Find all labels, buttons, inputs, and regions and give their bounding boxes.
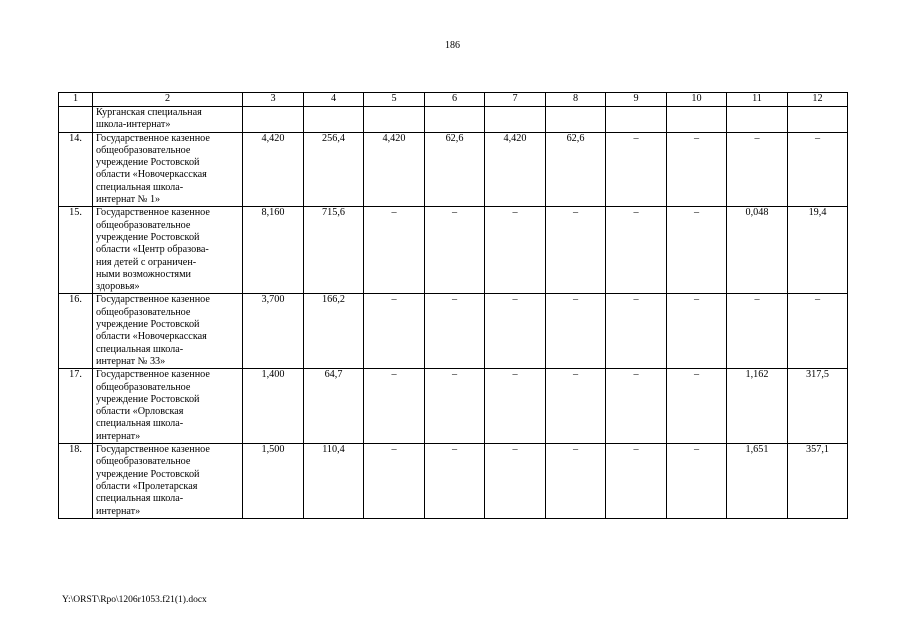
institution-name-line: школа-интернат» — [96, 119, 171, 131]
value-cell-col-8: – — [546, 294, 606, 369]
value-cell-col-6: – — [425, 294, 485, 369]
institution-name-line: общеобразовательное — [96, 219, 191, 231]
value-cell-col-5: – — [364, 444, 425, 519]
value-cell-col-10: – — [667, 132, 727, 207]
value-cell-col-12 — [788, 107, 848, 133]
institution-name-line: специальная школа- — [96, 181, 184, 193]
value-cell-col-6: – — [425, 444, 485, 519]
institution-name-line: Курганская специальная — [96, 107, 202, 118]
row-number: 14. — [59, 132, 93, 207]
value-cell-col-5: 4,420 — [364, 132, 425, 207]
institution-name-line: Государственное казенное — [96, 207, 210, 219]
column-header: 3 — [243, 93, 304, 107]
row-number: 18. — [59, 444, 93, 519]
value-cell-col-8: 62,6 — [546, 132, 606, 207]
institution-name-line: области «Пролетарская — [96, 480, 198, 492]
value-cell-col-8: – — [546, 207, 606, 294]
institution-name-line: учреждение Ростовской — [96, 468, 200, 480]
institution-name-line: учреждение Ростовской — [96, 393, 200, 405]
page-number: 186 — [445, 40, 460, 51]
institution-name-line: учреждение Ростовской — [96, 319, 200, 331]
value-cell-col-5: – — [364, 294, 425, 369]
table-row — [59, 294, 848, 369]
value-cell-col-6: – — [425, 207, 485, 294]
value-cell-col-7: – — [485, 207, 546, 294]
institution-name-line: общеобразовательное — [96, 306, 191, 318]
value-cell-col-9: – — [606, 369, 667, 444]
value-cell-col-9: – — [606, 444, 667, 519]
table-row — [59, 369, 848, 444]
value-cell-col-3: 8,160 — [243, 207, 304, 294]
institution-name-line: ния детей с ограничен- — [96, 256, 197, 268]
institution-name-line: области «Орловская — [96, 406, 184, 418]
institution-name-line: общеобразовательное — [96, 456, 191, 468]
institution-name-line: интернат» — [96, 505, 141, 517]
value-cell-col-12: 19,4 — [788, 207, 848, 294]
value-cell-col-6: – — [425, 369, 485, 444]
value-cell-col-3: 1,500 — [243, 444, 304, 519]
institution-name — [93, 207, 243, 294]
institution-name — [93, 132, 243, 207]
institution-name-line: интернат» — [96, 430, 141, 442]
column-header: 9 — [606, 93, 667, 107]
value-cell-col-9: – — [606, 132, 667, 207]
column-header: 4 — [304, 93, 364, 107]
value-cell-col-12: 357,1 — [788, 444, 848, 519]
value-cell-col-3 — [243, 107, 304, 133]
column-header: 1 — [59, 93, 93, 107]
value-cell-col-9: – — [606, 294, 667, 369]
column-header: 8 — [546, 93, 606, 107]
value-cell-col-4: 166,2 — [304, 294, 364, 369]
value-cell-col-8: – — [546, 369, 606, 444]
institution-name-line: интернат № 1» — [96, 194, 161, 206]
value-cell-col-10: – — [667, 294, 727, 369]
value-cell-col-4: 256,4 — [304, 132, 364, 207]
data-table — [58, 92, 848, 519]
institution-name-line: учреждение Ростовской — [96, 231, 200, 243]
table-body — [59, 107, 848, 519]
institution-name-line: специальная школа- — [96, 493, 184, 505]
value-cell-col-11: 1,162 — [727, 369, 788, 444]
institution-name-line: интернат № 33» — [96, 355, 166, 367]
institution-name — [93, 444, 243, 519]
value-cell-col-7: 4,420 — [485, 132, 546, 207]
institution-name-line: общеобразовательное — [96, 381, 191, 393]
value-cell-col-5: – — [364, 369, 425, 444]
column-header: 6 — [425, 93, 485, 107]
value-cell-col-8 — [546, 107, 606, 133]
value-cell-col-4 — [304, 107, 364, 133]
value-cell-col-7: – — [485, 369, 546, 444]
institution-name-line: области «Новочеркасская — [96, 331, 207, 343]
institution-name-line: ными возможностями — [96, 268, 192, 280]
header-row — [59, 93, 848, 107]
value-cell-col-11: – — [727, 294, 788, 369]
institution-name-line: специальная школа- — [96, 418, 184, 430]
table-row — [59, 107, 848, 133]
table-row — [59, 444, 848, 519]
value-cell-col-5 — [364, 107, 425, 133]
value-cell-col-10: – — [667, 207, 727, 294]
institution-name-line: области «Центр образова- — [96, 244, 209, 256]
value-cell-col-7: – — [485, 444, 546, 519]
footer-file-path: Y:\ORST\Rpo\1206r1053.f21(1).docx — [62, 595, 207, 605]
column-header: 10 — [667, 93, 727, 107]
value-cell-col-7: – — [485, 294, 546, 369]
institution-name-line: Государственное казенное — [96, 369, 210, 381]
row-number — [59, 107, 93, 133]
value-cell-col-3: 3,700 — [243, 294, 304, 369]
value-cell-col-9: – — [606, 207, 667, 294]
institution-name-line: здоровья» — [96, 281, 140, 293]
value-cell-col-9 — [606, 107, 667, 133]
value-cell-col-8: – — [546, 444, 606, 519]
table-row — [59, 132, 848, 207]
value-cell-col-10 — [667, 107, 727, 133]
value-cell-col-5: – — [364, 207, 425, 294]
row-number: 16. — [59, 294, 93, 369]
value-cell-col-11: – — [727, 132, 788, 207]
value-cell-col-11 — [727, 107, 788, 133]
institution-name-line: Государственное казенное — [96, 132, 210, 144]
value-cell-col-4: 64,7 — [304, 369, 364, 444]
value-cell-col-6 — [425, 107, 485, 133]
row-number: 17. — [59, 369, 93, 444]
column-header: 5 — [364, 93, 425, 107]
institution-name-line: общеобразовательное — [96, 144, 191, 156]
value-cell-col-4: 715,6 — [304, 207, 364, 294]
value-cell-col-10: – — [667, 369, 727, 444]
institution-name — [93, 369, 243, 444]
value-cell-col-11: 0,048 — [727, 207, 788, 294]
value-cell-col-10: – — [667, 444, 727, 519]
institution-name — [93, 294, 243, 369]
table-row — [59, 207, 848, 294]
value-cell-col-12: – — [788, 294, 848, 369]
institution-name-line: Государственное казенное — [96, 444, 210, 456]
column-header: 11 — [727, 93, 788, 107]
value-cell-col-11: 1,651 — [727, 444, 788, 519]
value-cell-col-3: 4,420 — [243, 132, 304, 207]
column-header: 12 — [788, 93, 848, 107]
institution-name-line: специальная школа- — [96, 343, 184, 355]
institution-name — [93, 107, 243, 133]
value-cell-col-6: 62,6 — [425, 132, 485, 207]
value-cell-col-3: 1,400 — [243, 369, 304, 444]
column-header: 2 — [93, 93, 243, 107]
institution-name-line: Государственное казенное — [96, 294, 210, 306]
value-cell-col-12: – — [788, 132, 848, 207]
institution-name-line: области «Новочеркасская — [96, 169, 207, 181]
value-cell-col-7 — [485, 107, 546, 133]
value-cell-col-12: 317,5 — [788, 369, 848, 444]
row-number: 15. — [59, 207, 93, 294]
column-header: 7 — [485, 93, 546, 107]
institution-name-line: учреждение Ростовской — [96, 157, 200, 169]
value-cell-col-4: 110,4 — [304, 444, 364, 519]
